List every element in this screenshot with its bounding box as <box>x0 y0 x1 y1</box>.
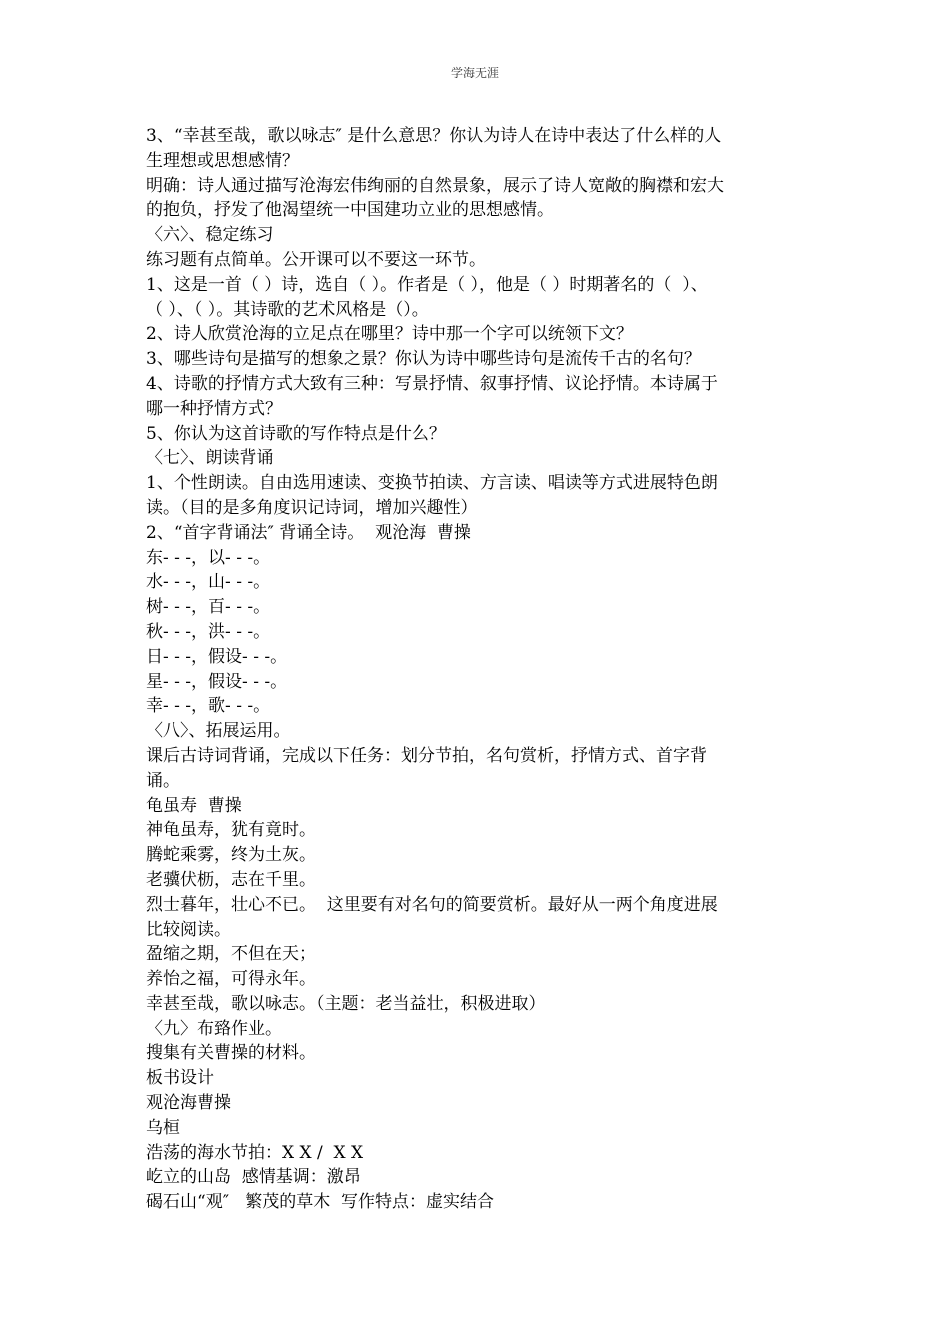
poem-line: 树- - -，百- - -。 <box>146 597 271 618</box>
section-heading: 〈九〉布臵作业。 <box>146 1018 282 1039</box>
text-line: 比较阅读。 <box>146 919 231 940</box>
text-line: （ ）、（ ）。其诗歌的艺术风格是（）。 <box>146 299 429 320</box>
text-line: 4、诗歌的抒情方式大致有三种：写景抒情、叙事抒情、议论抒情。本诗属于 <box>146 373 718 394</box>
poem-line: 星- - -，假设- - -。 <box>146 671 288 692</box>
text-line: 搜集有关曹操的材料。 <box>146 1043 316 1064</box>
poem-line: 日- - -，假设- - -。 <box>146 646 288 667</box>
text-line: 2、“首字背诵法″ 背诵全诗。 观沧海 曹操 <box>146 522 471 543</box>
text-line: 3、哪些诗句是描写的想象之景？你认为诗中哪些诗句是流传千古的名句？ <box>146 349 701 370</box>
text-line: 3、“幸甚至哉，歌以咏志″ 是什么意思？你认为诗人在诗中表达了什么样的人 <box>146 126 722 146</box>
text-line: 的抱负，抒发了他渴望统一中国建功立业的思想感情。 <box>146 200 554 221</box>
poem-line: 盈缩之期，不但在天； <box>146 944 316 965</box>
page-header: 学海无涯 <box>450 66 499 80</box>
text-line: 读。（目的是多角度识记诗词，增加兴趣性） <box>146 497 478 518</box>
section-heading: 〈七〉、朗读背诵 <box>146 448 274 469</box>
text-line: 屹立的山岛 感情基调：激昂 <box>146 1167 361 1188</box>
text-line: 练习题有点简单。公开课可以不要这一环节。 <box>146 249 486 270</box>
section-heading: 〈八〉、拓展运用。 <box>146 721 291 742</box>
poem-line: 腾蛇乘雾，终为土灰。 <box>146 845 316 866</box>
text-line: 1、这是一首（ ）诗，选自（ ）。作者是（ ），他是（ ）时期著名的（ ）、 <box>146 274 708 295</box>
poem-line: 东- - -，以- - -。 <box>146 547 271 568</box>
text-line: 诵。 <box>146 770 180 791</box>
text-line: 1、个性朗读。自由选用速读、变换节拍读、方言读、唱读等方式进展特色朗 <box>146 473 718 494</box>
text-line: 碣石山“观″ 繁茂的草木 写作特点：虚实结合 <box>146 1192 495 1213</box>
text-line: 课后古诗词背诵，完成以下任务：划分节拍，名句赏析，抒情方式、首字背 <box>146 745 707 766</box>
poem-line: 老骥伏枥，志在千里。 <box>146 869 316 890</box>
poem-line: 养怡之福，可得永年。 <box>146 969 316 990</box>
text-line: 2、诗人欣赏沧海的立足点在哪里？诗中那一个字可以统领下文？ <box>146 324 633 345</box>
text-line: 观沧海曹操 <box>146 1093 231 1114</box>
section-heading: 板书设计 <box>146 1068 214 1089</box>
poem-line: 水- - -，山- - -。 <box>146 572 271 593</box>
text-line: 浩荡的海水节拍：X X / X X <box>146 1142 364 1163</box>
document-body <box>146 124 806 1215</box>
text-line: 哪一种抒情方式？ <box>146 398 282 419</box>
text-line: 5、你认为这首诗歌的写作特点是什么？ <box>146 423 446 444</box>
section-heading: 〈六〉、稳定练习 <box>146 225 274 246</box>
poem-line: 幸- - -，歌- - -。 <box>146 696 271 717</box>
poem-title: 龟虽寿 曹操 <box>146 795 242 816</box>
text-line: 乌桓 <box>146 1117 180 1138</box>
poem-line: 神龟虽寿，犹有竟时。 <box>146 820 316 841</box>
poem-line: 幸甚至哉，歌以咏志。（主题：老当益壮，积极进取） <box>146 993 546 1014</box>
text-line: 生理想或思想感情？ <box>146 150 299 171</box>
poem-line: 秋- - -，洪- - -。 <box>146 621 271 642</box>
poem-line: 烈士暮年，壮心不已。 这里要有对名句的简要赏析。最好从一两个角度进展 <box>146 894 718 915</box>
text-line: 明确：诗人通过描写沧海宏伟绚丽的自然景象，展示了诗人宽敞的胸襟和宏大 <box>146 175 724 196</box>
